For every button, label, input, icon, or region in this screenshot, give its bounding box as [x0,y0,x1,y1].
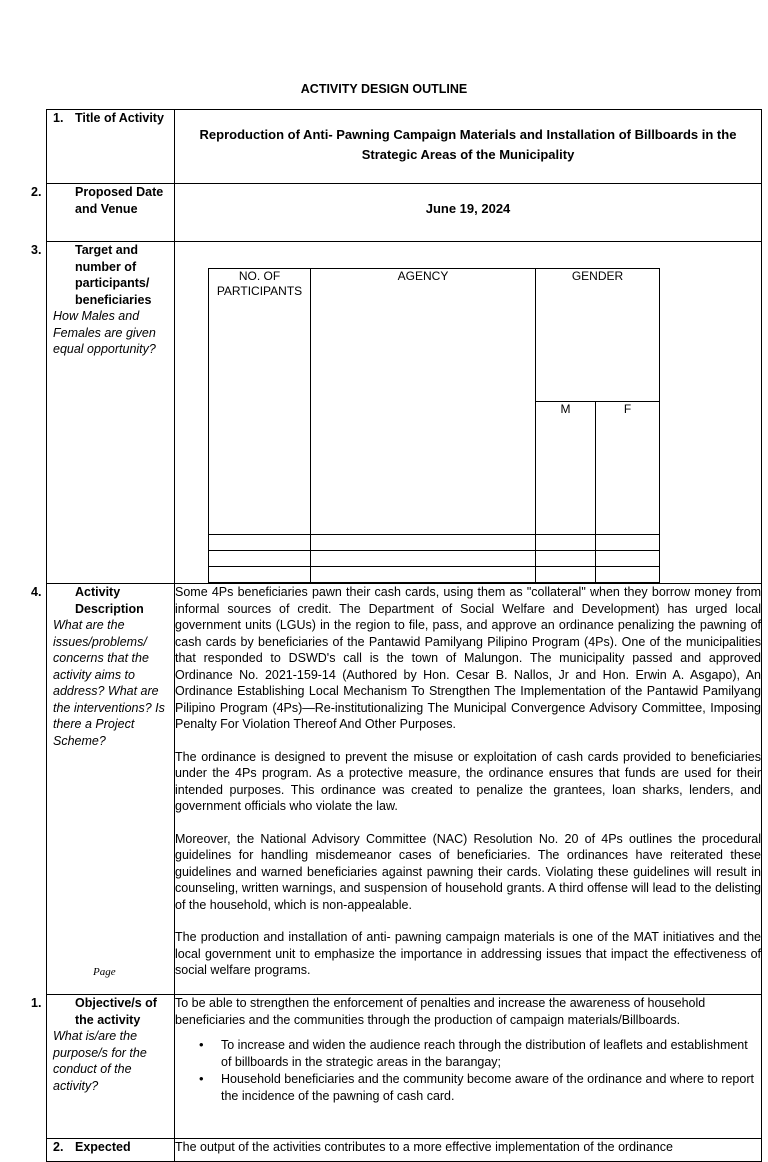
activity-title: Reproduction of Anti- Pawning Campaign Materials and Installation of Billboards in the Strategic Areas of the Municipality [199,127,737,162]
objective-intro: To be able to strengthen the enforcement of penalties and increase the awareness of household beneficiaries and the communities through the production of campaign materials/Billboards. [175,996,706,1027]
objective-value-cell [175,995,762,1139]
date-row [47,184,762,242]
date-label-cell [31,184,175,242]
page-footer: Page [93,966,116,978]
target-label-cell [31,242,175,584]
empty-cell [311,567,536,583]
header-agency: AGENCY [311,269,536,535]
item-number: 4. [31,585,42,599]
header-male: M [536,402,596,535]
empty-cell [209,551,311,567]
list-item: • To increase and widen the audience reach through the distribution of leaflets and establishment of billboards in the strategic areas in the barangay; [221,1037,761,1070]
empty-cell [596,535,660,551]
activity-date: June 19, 2024 [425,201,511,216]
title-row [47,110,762,184]
objective-guide-question: What is/are the purpose/s for the conduct of the activity? [53,1029,147,1093]
table-row [209,551,660,567]
objective-label: Objective/s of the activity [75,996,157,1027]
title-value-cell [175,110,762,184]
expected-output-text: The output of the activities contributes to a more effective implementation of the ordinance [175,1140,673,1154]
description-row [47,584,762,995]
table-row [209,535,660,551]
header-female: F [596,402,660,535]
table-row [209,567,660,583]
objective-row [47,995,762,1139]
description-paragraph: The production and installation of anti- pawning campaign materials is one of the MAT initiatives and the local government unit to emphasize the importance in addressing issues that impact the effectiveness of social welfare programs. [175,930,761,977]
item-number: 1. [31,996,42,1010]
description-paragraph: Some 4Ps beneficiaries pawn their cash cards, using them as "collateral" when they borrow money from informal sources of credit. The Department of Social Welfare and Development) has urged local government units (LGUs) in the region to file, pass, and approve an ordinance penalizing the pawning of cash cards by beneficiaries of the Pantawid Pamilyang Pilipino Program (4Ps). One of the municipalities that responded to DSWD's call is the town of Malungon. The municipality passed and approved Ordinance No. 2021-159-14 (Authored by Hon. Cesar B. Nallos, Jr and Hon. Erwin A. Asgapo), An Ordinance Establishing Local Mechanism To Strengthen The Implementation of the Pantawid Pamilyang Pilipino Program (4Ps)—Re-institutionalizing The Municipal Convergence Advisory Committee, Imposing Penalty For Violation Thereof And Other Purposes. [175,585,761,731]
description-guide-question: What are the issues/problems/ concerns that the activity aims to address? What are the interventions? Is there a Project Scheme? [53,618,165,748]
empty-cell [596,551,660,567]
expected-value-cell [175,1139,762,1162]
item-number: 2. [31,185,42,199]
empty-cell [536,535,596,551]
item-number: 1. [53,111,64,125]
expected-label-cell [47,1139,175,1162]
participants-table [208,268,660,583]
empty-cell [596,567,660,583]
header-participants: NO. OF PARTICIPANTS [209,269,311,535]
description-label-cell [31,584,175,995]
objective-label-cell [31,995,175,1139]
empty-cell [536,567,596,583]
expected-row [47,1139,762,1162]
description-label: Activity Description [75,585,144,616]
empty-cell [311,551,536,567]
date-value-cell [175,184,762,242]
item-number: 3. [31,243,42,257]
activity-design-table [31,109,762,1162]
empty-cell [311,535,536,551]
date-label: Proposed Date and Venue [75,185,164,216]
target-label: Target and number of participants/ beneficiaries [75,243,152,307]
description-paragraph: The ordinance is designed to prevent the misuse or exploitation of cash cards provided to beneficiaries under the 4Ps program. As a protective measure, the ordinance ensures that funds are used for their intended purposes. This ordinance was created to penalize the grantees, loan sharks, lenders, and government officials who violate the law. [175,749,761,813]
description-value-cell [175,584,762,995]
list-item: • Household beneficiaries and the community become aware of the ordinance and where to report the incidence of the pawning of cash card. [221,1071,761,1104]
empty-cell [209,535,311,551]
header-gender: GENDER [536,269,660,402]
empty-cell [209,567,311,583]
document-heading: ACTIVITY DESIGN OUTLINE [300,82,468,96]
description-paragraph: Moreover, the National Advisory Committee (NAC) Resolution No. 20 of 4Ps outlines the procedural guidelines for handling misdemeanor cases of beneficiaries. The ordinances have reiterated these guidelines and warned beneficiaries against pawning their cards. Violating these guidelines will result in counseling, written warnings, and suspension of household grants. A third offense will lead to the delisting of the household, which is non-appealable. [175,831,761,912]
objective-list [175,1037,761,1104]
target-row [47,242,762,584]
title-label-cell [47,110,175,184]
target-guide-question: How Males and Females are given equal opportunity? [53,309,156,356]
expected-label: Expected [75,1140,131,1154]
target-value-cell [175,242,762,584]
empty-cell [536,551,596,567]
title-label: Title of Activity [75,111,164,125]
item-number: 2. [53,1140,64,1154]
